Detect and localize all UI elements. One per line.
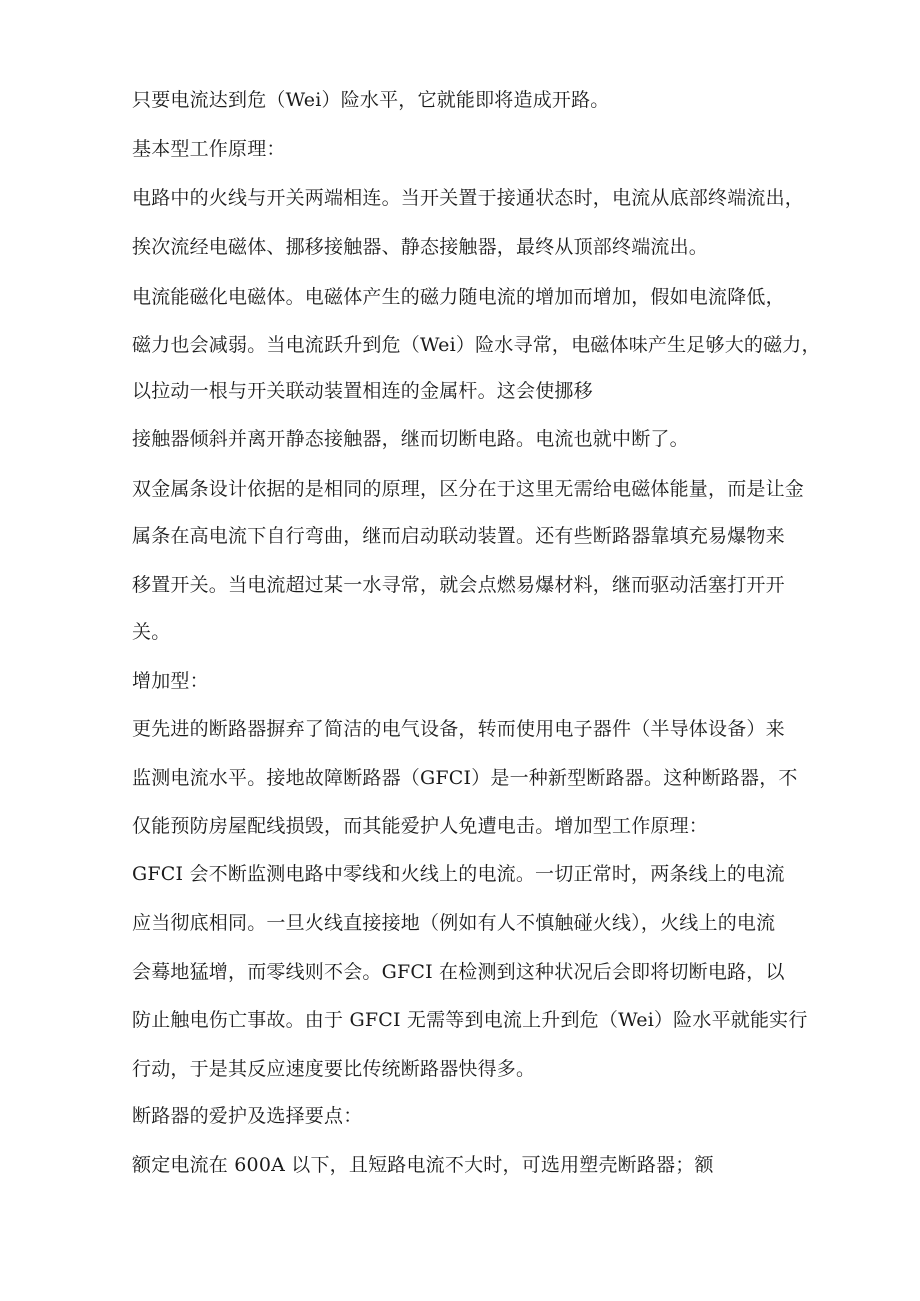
text-line-13: 增加型： (132, 670, 209, 692)
text-line-22: 断路器的爱护及选择要点： (132, 1105, 363, 1127)
text-line-16: 仅能预防房屋配线损毁，而其能爱护人免遭电击。增加型工作原理： (132, 815, 709, 837)
text-line-21: 行动，于是其反应速度要比传统断路器快得多。 (132, 1058, 536, 1080)
text-line-18: 应当彻底相同。一旦火线直接接地（例如有人不慎触碰火线），火线上的电流 (132, 912, 776, 934)
text-line-10: 属条在高电流下自行弯曲，继而启动联动装置。还有些断路器靠填充易爆物来 (132, 525, 785, 547)
text-line-23: 额定电流在 600A 以下，且短路电流不大时，可选用塑壳断路器；额 (132, 1154, 714, 1176)
text-line-9: 双金属条设计依据的是相同的原理，区分在于这里无需给电磁体能量，而是让金 (132, 478, 805, 500)
text-line-6: 磁力也会减弱。当电流跃升到危（Wei）险水寻常，电磁体味产生足够大的磁力， (132, 334, 821, 356)
text-line-7: 以拉动一根与开关联动装置相连的金属杆。这会使挪移 (132, 380, 593, 402)
text-line-1: 只要电流达到危（Wei）险水平，它就能即将造成开路。 (132, 89, 610, 111)
text-line-14: 更先进的断路器摒弃了简洁的电气设备，转而使用电子器件（半导体设备）来 (132, 718, 785, 740)
text-line-20: 防止触电伤亡事故。由于 GFCI 无需等到电流上升到危（Wei）险水平就能实行 (132, 1009, 808, 1031)
text-line-11: 移置开关。当电流超过某一水寻常，就会点燃易爆材料，继而驱动活塞打开开 (132, 574, 785, 596)
text-line-3: 电路中的火线与开关两端相连。当开关置于接通状态时，电流从底部终端流出， (132, 187, 805, 209)
text-line-15: 监测电流水平。接地故障断路器（GFCI）是一种新型断路器。这种断路器，不 (132, 767, 798, 789)
text-line-19: 会蓦地猛增，而零线则不会。GFCI 在检测到这种状况后会即将切断电路，以 (132, 961, 785, 983)
text-line-17: GFCI 会不断监测电路中零线和火线上的电流。一切正常时，两条线上的电流 (132, 863, 785, 885)
text-line-5: 电流能磁化电磁体。电磁体产生的磁力随电流的增加而增加，假如电流降低， (132, 286, 785, 308)
text-line-8: 接触器倾斜并离开静态接触器，继而切断电路。电流也就中断了。 (132, 428, 689, 450)
text-line-12: 关。 (132, 621, 171, 643)
text-line-4: 挨次流经电磁体、挪移接触器、静态接触器，最终从顶部终端流出。 (132, 236, 709, 258)
text-line-2: 基本型工作原理： (132, 138, 286, 160)
